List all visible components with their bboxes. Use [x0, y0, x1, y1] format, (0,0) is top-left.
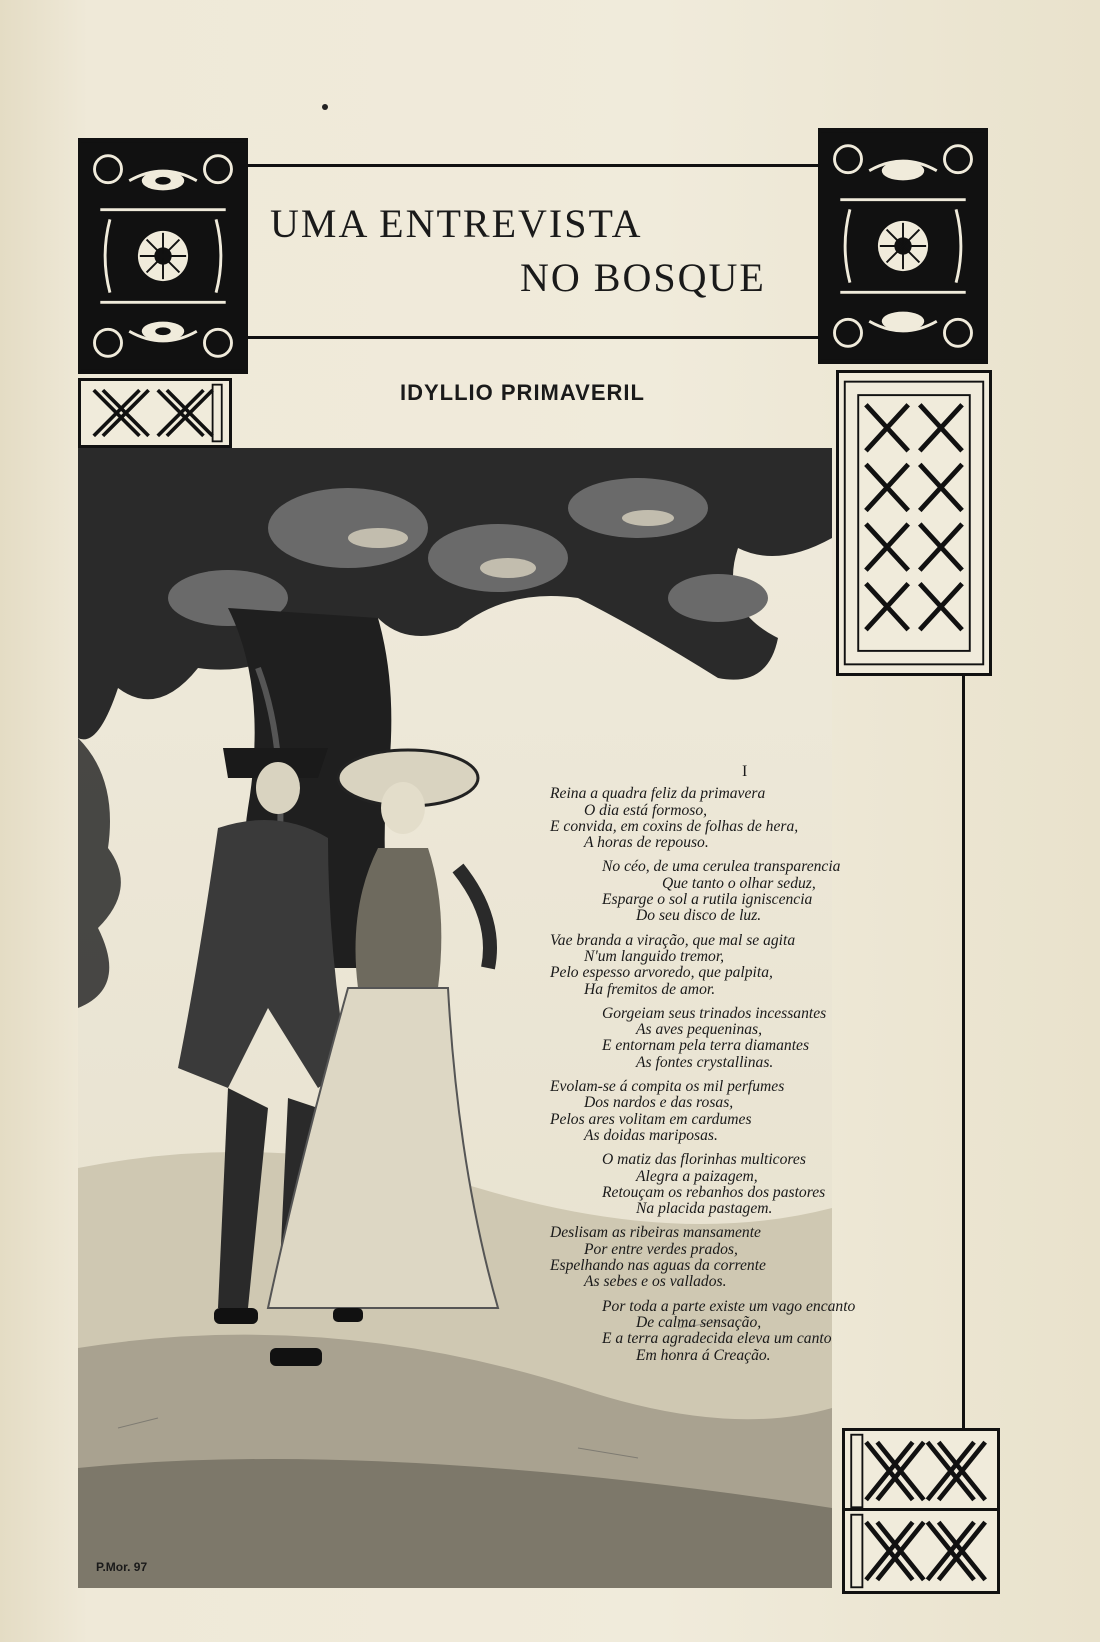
ornament-lattice-bottom-2	[842, 1508, 1000, 1594]
artist-signature: P.Mor. 97	[96, 1560, 148, 1574]
subtitle: IDYLLIO PRIMAVERIL	[400, 380, 645, 405]
poem-line: Alegra a paizagem,	[636, 1167, 758, 1185]
title-line-1: UMA ENTREVISTA	[270, 201, 643, 246]
poem-line: E a terra agradecida eleva um canto	[602, 1330, 832, 1348]
ornament-lattice-left	[78, 378, 232, 448]
ornament-lattice-right	[836, 370, 992, 676]
poem-line: E entornam pela terra diamantes	[602, 1037, 810, 1055]
title-line-2: NO BOSQUE	[520, 255, 766, 300]
poem-line: Evolam-se á compita os mil perfumes	[550, 1078, 785, 1096]
poem-line: Do seu disco de luz.	[636, 907, 762, 925]
ornament-lattice-bottom-1	[842, 1428, 1000, 1514]
poem-line: Esparge o sol a rutila igniscencia	[602, 891, 813, 909]
poem-line: E convida, em coxins de folhas de hera,	[550, 817, 799, 835]
poem-line: As fontes crystallinas.	[636, 1053, 774, 1071]
poem-line: Por entre verdes prados,	[584, 1240, 738, 1258]
poem-line: Retouçam os rebanhos dos pastores	[602, 1183, 826, 1201]
stanza-2	[550, 859, 970, 924]
poem-line: No céo, de uma cerulea transparencia	[602, 858, 841, 876]
poem-line: Dos nardos e das rosas,	[584, 1094, 734, 1112]
poem-line: A horas de repouso.	[584, 834, 709, 852]
ink-speck	[322, 104, 328, 110]
poem-line: N'um languido tremor,	[584, 947, 725, 965]
poem-line: Deslisam as ribeiras mansamente	[550, 1224, 761, 1242]
poem-line: Gorgeiam seus trinados incessantes	[602, 1004, 827, 1022]
poem-line: Pelos ares volitam em cardumes	[550, 1110, 752, 1128]
poem-line: Que tanto o olhar seduz,	[662, 874, 816, 892]
stanza-4	[550, 1006, 970, 1071]
poem	[550, 764, 970, 1372]
poem-line: Pelo espesso arvoredo, que palpita,	[550, 964, 773, 982]
poem-line: De calma sensação,	[636, 1313, 762, 1331]
poem-line: Na placida pastagem.	[636, 1200, 773, 1218]
poem-line: Vae branda a viração, que mal se agita	[550, 931, 796, 949]
poem-line: O dia está formoso,	[584, 801, 708, 819]
poem-line: As doidas mariposas.	[584, 1126, 718, 1144]
stanza-8	[550, 1299, 970, 1364]
poem-line: Em honra á Creação.	[636, 1346, 771, 1364]
stanza-7	[550, 1225, 970, 1290]
ornament-top-left	[78, 138, 248, 374]
stanza-1	[550, 786, 970, 851]
stanza-3	[550, 933, 970, 998]
poem-line: Reina a quadra feliz da primavera	[550, 785, 766, 803]
poem-line: Por toda a parte existe um vago encanto	[602, 1297, 856, 1315]
stanza-5	[550, 1079, 970, 1144]
stanza-6	[550, 1152, 970, 1217]
poem-line: Ha fremitos de amor.	[584, 980, 716, 998]
poem-line: As sebes e os vallados.	[584, 1273, 727, 1291]
title-rule-bottom	[248, 336, 818, 339]
ornament-top-right	[818, 128, 988, 364]
poem-line: As aves pequeninas,	[636, 1021, 763, 1039]
poem-section-number: I	[742, 763, 748, 780]
poem-line: O matiz das florinhas multicores	[602, 1151, 806, 1169]
poem-line: Espelhando nas aguas da corrente	[550, 1257, 766, 1275]
title-rule-top	[248, 164, 818, 167]
